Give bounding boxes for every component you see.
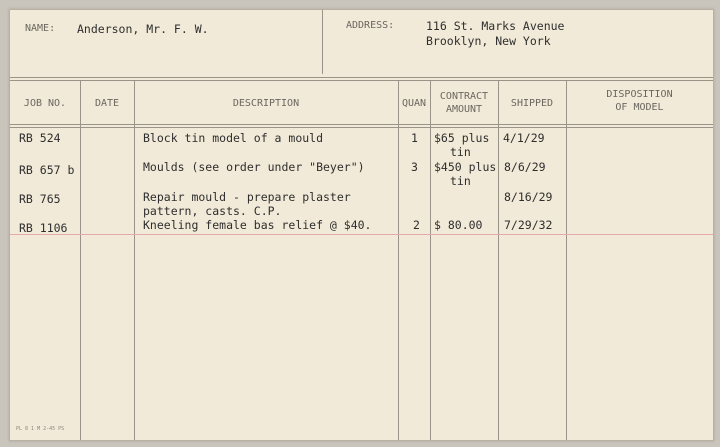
address-label: ADDRESS: — [346, 20, 395, 31]
row-2-amount-2: tin — [450, 174, 471, 188]
column-rule-bottom — [10, 127, 713, 128]
contract-line-1: CONTRACT — [439, 91, 489, 102]
header-rule-top — [10, 77, 713, 78]
col-header-shipped: SHIPPED — [510, 98, 554, 109]
row-4-amount: $ 80.00 — [434, 218, 483, 232]
row-2-description: Moulds (see order under "Beyer") — [143, 160, 365, 174]
disposition-line-1: DISPOSITION — [606, 89, 673, 100]
col-line-1 — [80, 80, 81, 440]
col-line-4 — [430, 80, 431, 440]
row-1-shipped: 4/1/29 — [503, 131, 545, 145]
row-2-job: RB 657 b — [19, 163, 75, 177]
row-3-shipped: 8/16/29 — [504, 190, 553, 204]
column-rule-top — [10, 124, 713, 125]
row-4-job: RB 1106 — [19, 221, 68, 235]
red-guide-line — [10, 234, 713, 235]
row-2-shipped: 8/6/29 — [504, 160, 546, 174]
col-line-3 — [398, 80, 399, 440]
contract-line-2: AMOUNT — [445, 104, 483, 115]
col-header-date: DATE — [94, 98, 120, 109]
col-line-5 — [498, 80, 499, 440]
header-rule-bottom — [10, 80, 713, 81]
row-3-description: Repair mould - prepare plaster — [143, 190, 351, 204]
row-2-quan: 3 — [411, 160, 418, 174]
col-header-quan: QUAN — [401, 98, 427, 109]
row-1-amount-2: tin — [450, 145, 471, 159]
address-line-2: Brooklyn, New York — [426, 34, 551, 48]
col-header-disposition — [566, 88, 713, 114]
row-1-quan: 1 — [411, 131, 418, 145]
col-line-6 — [566, 80, 567, 440]
header-divider — [322, 10, 323, 74]
col-header-description: DESCRIPTION — [232, 98, 300, 109]
row-3-job: RB 765 — [19, 192, 61, 206]
row-4-description: Kneeling female bas relief @ $40. — [143, 218, 372, 232]
row-1-description: Block tin model of a mould — [143, 131, 324, 145]
record-card — [9, 9, 714, 441]
name-label: NAME: — [25, 23, 56, 34]
row-4-shipped: 7/29/32 — [504, 218, 553, 232]
address-line-1: 116 St. Marks Avenue — [426, 19, 565, 33]
disposition-line-2: OF MODEL — [615, 102, 664, 113]
row-1-job: RB 524 — [19, 131, 61, 145]
name-value: Anderson, Mr. F. W. — [77, 22, 209, 36]
footer-code: PL 8 1 M 2-45 PS — [16, 426, 65, 432]
row-2-amount: $450 plus — [434, 160, 497, 174]
row-3-description-2: pattern, casts. C.P. — [143, 204, 282, 218]
col-header-job-no: JOB NO. — [23, 98, 67, 109]
col-line-2 — [134, 80, 135, 440]
row-1-amount: $65 plus — [434, 131, 490, 145]
row-4-quan: 2 — [413, 218, 420, 232]
col-header-contract — [430, 90, 498, 116]
